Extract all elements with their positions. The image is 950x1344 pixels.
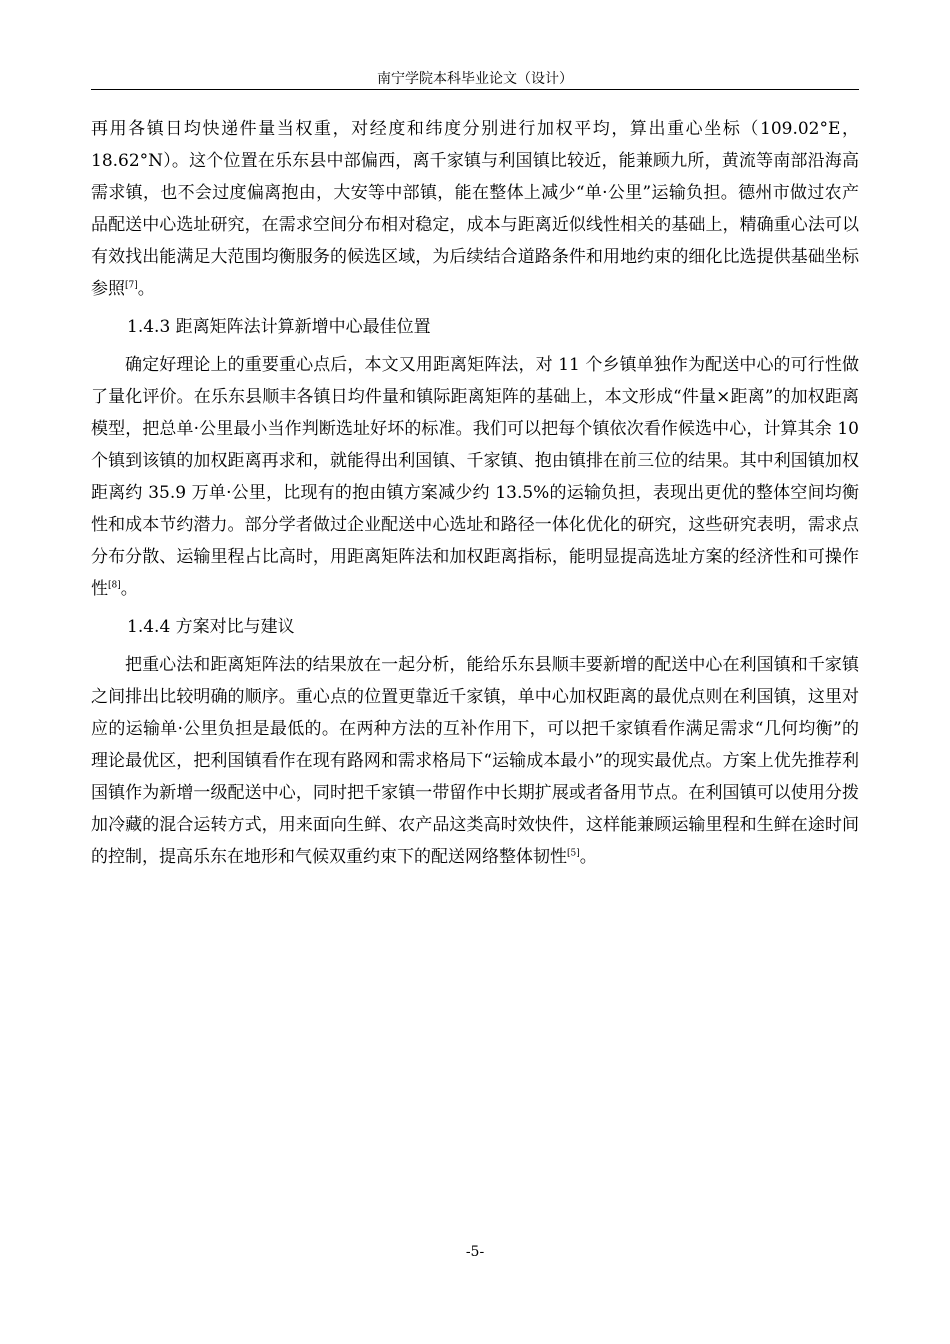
- page-body: [91, 113, 859, 873]
- section-heading-1-4-3: 1.4.3 距离矩阵法计算新增中心最佳位置: [127, 317, 431, 337]
- paragraph-text: 再用各镇日均快递件量当权重，对经度和纬度分别进行加权平均，算出重心坐标（109.02°E，18.62°N）。这个位置在乐东县中部偏西，离千家镇与利国镇比较近，能兼顾九所，黄流等南部沿海高需求镇，也不会过度偏离抱由，大安等中部镇，能在整体上减少“单·公里”运输负担。德州市做过农产品配送中心选址研究，在需求空间分布相对稳定，成本与距离近似线性相关的基础上，精确重心法可以有效找出能满足大范围均衡服务的候选区域，为后续结合道路条件和用地约束的细化比选提供基础坐标参照: [91, 119, 859, 299]
- paragraph-text: 把重心法和距离矩阵法的结果放在一起分析，能给乐东县顺丰要新增的配送中心在利国镇和千家镇之间排出比较明确的顺序。重心点的位置更靠近千家镇，单中心加权距离的最优点则在利国镇，这里对应的运输单·公里负担是最低的。在两种方法的互补作用下，可以把千家镇看作满足需求“几何均衡”的理论最优区，把利国镇看作在现有路网和需求格局下“运输成本最小”的现实最优点。方案上优先推荐利国镇作为新增一级配送中心，同时把千家镇一带留作中长期扩展或者备用节点。在利国镇可以使用分拨加冷藏的混合运转方式，用来面向生鲜、农产品这类高时效快件，这样能兼顾运输里程和生鲜在途时间的控制，提高乐东在地形和气候双重约束下的配送网络整体韧性: [91, 655, 859, 867]
- section-heading-1-4-4: 1.4.4 方案对比与建议: [127, 617, 295, 637]
- paragraph-text: 确定好理论上的重要重心点后，本文又用距离矩阵法，对 11 个乡镇单独作为配送中心的可行性做了量化评价。在乐东县顺丰各镇日均件量和镇际距离矩阵的基础上，本文形成“件量×距离”的加权距离模型，把总单·公里最小当作判断选址好坏的标准。我们可以把每个镇依次看作候选中心，计算其余 10 个镇到该镇的加权距离再求和，就能得出利国镇、千家镇、抱由镇排在前三位的结果。其中利国镇加权距离约 35.9 万单·公里，比现有的抱由镇方案减少约 13.5%的运输负担，表现出更优的整体空间均衡性和成本节约潜力。部分学者做过企业配送中心选址和路径一体化优化的研究，这些研究表明，需求点分布分散、运输里程占比高时，用距离矩阵法和加权距离指标，能明显提高选址方案的经济性和可操作性: [91, 355, 859, 599]
- page-number: -5-: [465, 1244, 485, 1260]
- citation: [8]: [108, 580, 121, 591]
- paragraph-end: 。: [137, 279, 155, 299]
- paragraph-distance-matrix: [91, 349, 859, 605]
- page-header: 南宁学院本科毕业论文（设计）: [377, 71, 573, 87]
- paragraph-end: 。: [120, 579, 138, 599]
- paragraph-comparison: [91, 649, 859, 873]
- paragraph-end: 。: [579, 847, 597, 867]
- header-rule: [91, 89, 859, 90]
- citation: [5]: [567, 848, 580, 859]
- citation: [7]: [125, 280, 138, 291]
- paragraph-centroid-result: [91, 113, 859, 305]
